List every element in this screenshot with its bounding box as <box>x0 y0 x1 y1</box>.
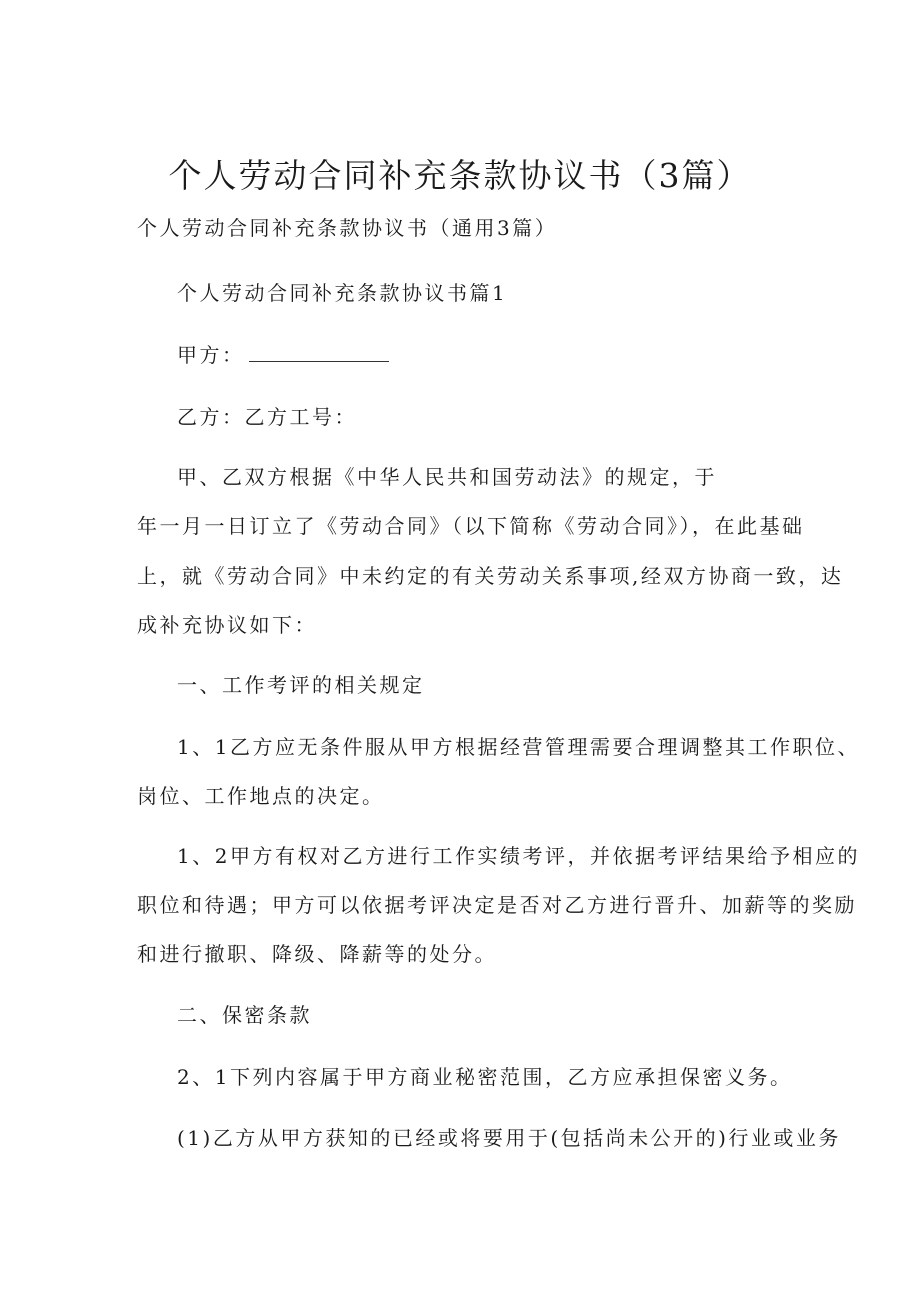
clause-1-1-line: 1、1乙方应无条件服从甲方根据经营管理需要合理调整其工作职位、 <box>177 735 860 759</box>
party-a-label: 甲方： <box>177 343 245 367</box>
clause-1-2-line: 职位和待遇；甲方可以依据考评决定是否对乙方进行晋升、加薪等的奖励 <box>137 893 857 917</box>
clause-1-2-line: 1、2甲方有权对乙方进行工作实绩考评，并依据考评结果给予相应的 <box>177 844 860 868</box>
section-heading: 个人劳动合同补充条款协议书篇1 <box>177 281 508 305</box>
heading-1: 一、工作考评的相关规定 <box>177 673 425 697</box>
intro-line: 上，就《劳动合同》中未约定的有关劳动关系事项,经双方协商一致，达 <box>137 564 844 588</box>
clause-1-2-line: 和进行撤职、降级、降薪等的处分。 <box>137 942 497 966</box>
clause-1-1-line: 岗位、工作地点的决定。 <box>137 784 385 808</box>
document-title: 个人劳动合同补充条款协议书（3篇） <box>168 156 752 195</box>
intro-line: 年一月一日订立了《劳动合同》（以下简称《劳动合同》），在此基础 <box>137 514 805 538</box>
party-b-line: 乙方：乙方工号： <box>177 405 357 429</box>
heading-2: 二、保密条款 <box>177 1003 312 1027</box>
intro-line: 成补充协议如下： <box>137 613 317 637</box>
intro-line: 甲、乙双方根据《中华人民共和国劳动法》的规定，于 <box>177 465 717 489</box>
party-a-line <box>177 345 389 365</box>
clause-2-1: 2、1下列内容属于甲方商业秘密范围，乙方应承担保密义务。 <box>177 1065 793 1089</box>
document-subtitle: 个人劳动合同补充条款协议书（通用3篇） <box>137 216 558 240</box>
item-1: (1)乙方从甲方获知的已经或将要用于(包括尚未公开的)行业或业务 <box>177 1126 841 1150</box>
party-a-blank <box>249 360 389 362</box>
